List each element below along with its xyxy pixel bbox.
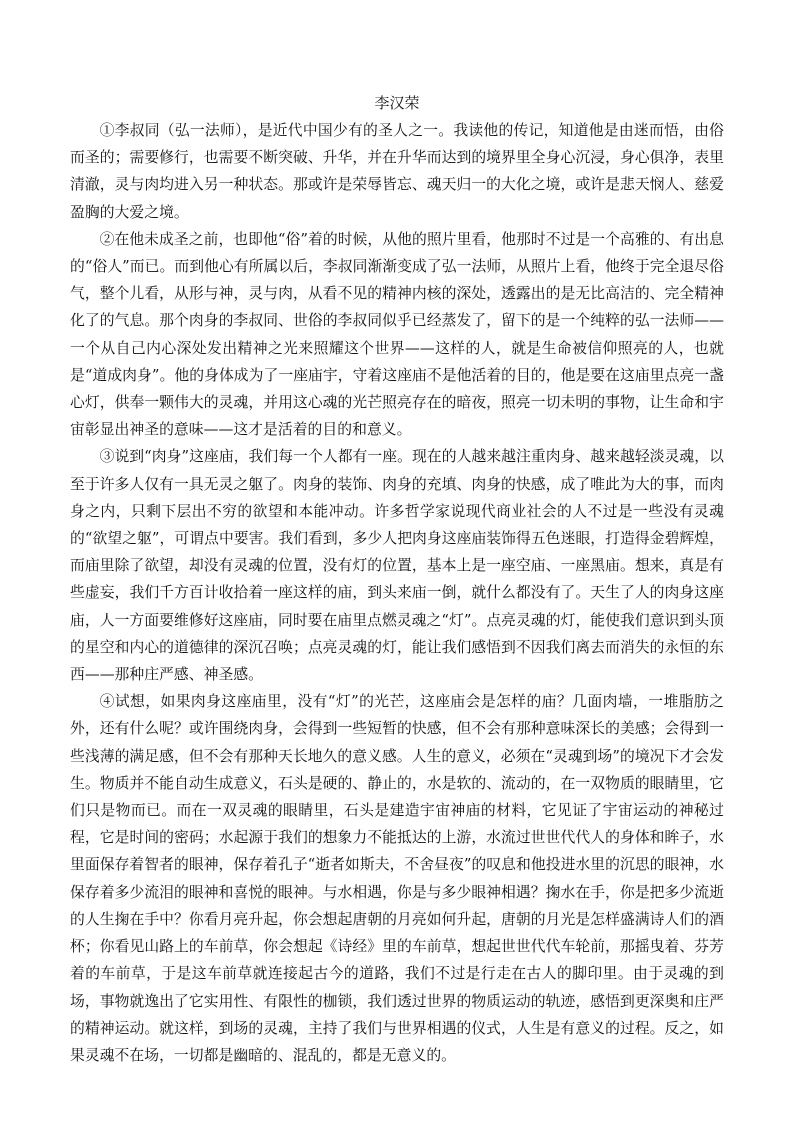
paragraph-4: ④试想，如果肉身这座庙里，没有“灯”的光芒，这座庙会是怎样的庙？几面肉墙，一堆脂肪之外，还有什么呢？或许围绕肉身，会得到一些短暂的快感，但不会有那种意味深长的美感；会得到一些浅薄的满足感，但不会有那种天长地久的意义感。人生的意义，必须在“灵魂到场”的境况下才会发生。物质并不能自动生成意义，石头是硬的、静止的，水是软的、流动的，在一双物质的眼睛里，它们只是物而已。而在一双灵魂的眼睛里，石头是建造宇宙神庙的材料，它见证了宇宙运动的神秘过程，它是时间的密码；水起源于我们的想象力不能抵达的上游，水流过世世代代人的身体和眸子，水里面保存着智者的眼神，保存着孔子“逝者如斯夫，不舍昼夜”的叹息和他投进水里的沉思的眼神，水保存着多少流泪的眼神和喜悦的眼神。与水相遇，你是与多少眼神相遇？掬水在手，你是把多少流逝的人生掬在手中？你看月亮升起，你会想起唐朝的月亮如何升起，唐朝的月光是怎样盛满诗人们的酒杯；你看见山路上的车前草，你会想起《诗经》里的车前草，想起世世代代车轮前，那摇曳着、芬芳着的车前草，于是这车前草就连接起古今的道路，我们不过是行走在古人的脚印里。由于灵魂的到场，事物就逸出了它实用性、有限性的枷锁，我们透过世界的物质运动的轨迹，感悟到更深奥和庄严的精神运动。就这样，到场的灵魂，主持了我们与世界相遇的仪式，人生是有意义的过程。反之，如果灵魂不在场，一切都是幽暗的、混乱的，都是无意义的。 (70, 693, 724, 1064)
document-page (70, 94, 724, 1069)
author-name: 李汉荣 (374, 94, 420, 112)
paragraph-3: ③说到“肉身”这座庙，我们每一个人都有一座。现在的人越来越注重肉身、越来越轻淡灵魂，以至于许多人仅有一具无灵之躯了。肉身的装饰、肉身的充填、肉身的快感，成了唯此为大的事，而肉身之内，只剩下层出不穷的欲望和本能冲动。许多哲学家说现代商业社会的人不过是一些没有灵魂的“欲望之躯”，可谓点中要害。我们看到，多少人把肉身这座庙装饰得五色迷眼，打造得金碧辉煌，而庙里除了欲望，却没有灵魂的位置，没有灯的位置，基本上是一座空庙、一座黑庙。想来，真是有些虚妄，我们千方百计收拾着一座这样的庙，到头来庙一倒，就什么都没有了。天生了人的肉身这座庙，人一方面要维修好这座庙，同时要在庙里点燃灵魂之“灯”。点亮灵魂的灯，能使我们意识到头顶的星空和内心的道德律的深沉召唤；点亮灵魂的灯，能让我们感悟到不因我们离去而消失的永恒的东西——那种庄严感、神圣感。 (70, 448, 724, 684)
paragraph-1: ①李叔同（弘一法师），是近代中国少有的圣人之一。我读他的传记，知道他是由迷而悟，由俗而圣的；需要修行，也需要不断突破、升华，并在升华而达到的境界里全身心沉浸，身心俱净，表里清澈，灵与肉均进入另一种状态。那或许是荣辱皆忘、魂天归一的大化之境，或许是悲天悯人、慈爱盈胸的大爱之境。 (70, 122, 724, 221)
paragraph-2: ②在他未成圣之前，也即他“俗”着的时候，从他的照片里看，他那时不过是一个高雅的、有出息的“俗人”而已。而到他心有所属以后，李叔同渐渐变成了弘一法师，从照片上看，他终于完全退尽俗气，整个儿看，从形与神，灵与肉，从看不见的精神内核的深处，透露出的是无比高洁的、完全精神化了的气息。那个肉身的李叔同、世俗的李叔同似乎已经蒸发了，留下的是一个纯粹的弘一法师——一个从自己内心深处发出精神之光来照耀这个世界——这样的人，就是生命被信仰照亮的人，也就是“道成肉身”。他的身体成为了一座庙宇，守着这座庙不是他活着的目的，他是要在这庙里点亮一盏心灯，供奉一颗伟大的灵魂，并用这心魂的光芒照亮存在的暗夜，照亮一切未明的事物，让生命和宇宙彰显出神圣的意味——这才是活着的目的和意义。 (70, 230, 724, 439)
